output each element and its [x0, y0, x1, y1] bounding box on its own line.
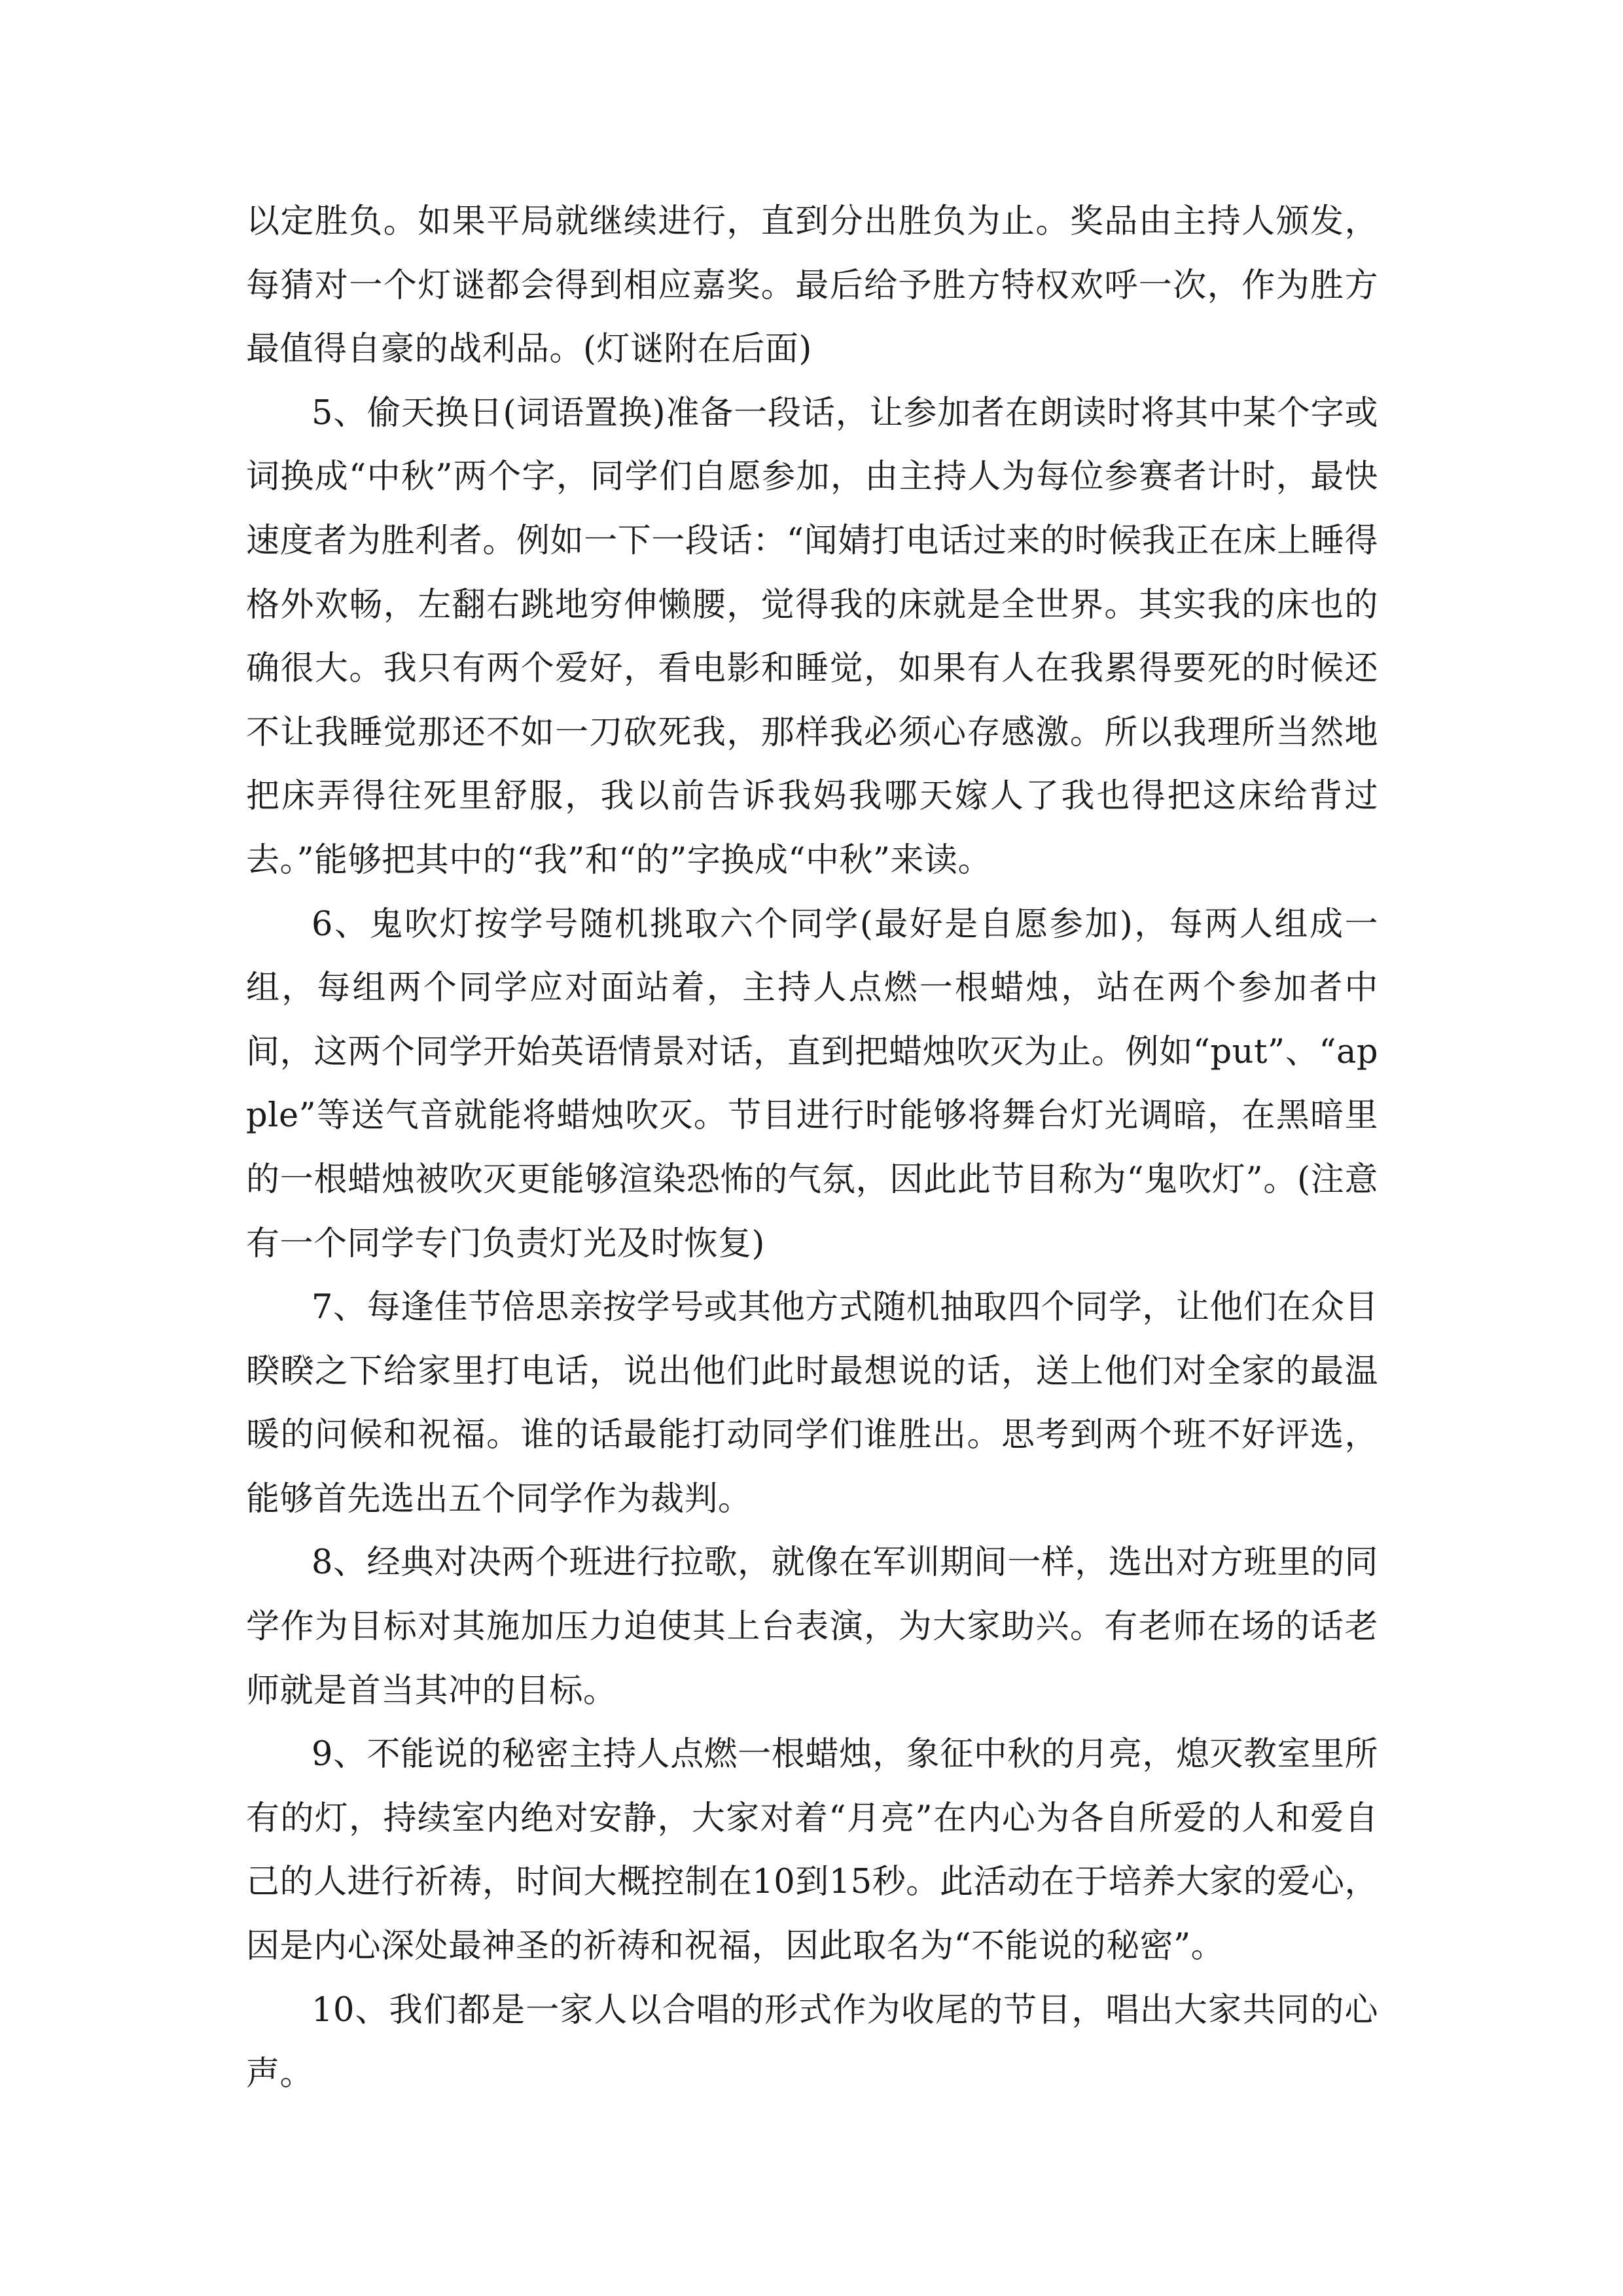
paragraph-item-7: 7、每逢佳节倍思亲按学号或其他方式随机抽取四个同学，让他们在众目睽睽之下给家里打电话，说出他们此时最想说的话，送上他们对全家的最温暖的问候和祝福。谁的话最能打动同学们谁胜出。思考到两个班不好评选，能够首先选出五个同学作为裁判。: [246, 1288, 1378, 1518]
paragraph-item-6: 6、鬼吹灯按学号随机挑取六个同学(最好是自愿参加)，每两人组成一组，每组两个同学应对面站着，主持人点燃一根蜡烛，站在两个参加者中间，这两个同学开始英语情景对话，直到把蜡烛吹灭为止。例如“put”、“apple”等送气音就能将蜡烛吹灭。节目进行时能够将舞台灯光调暗，在黑暗里的一根蜡烛被吹灭更能够渲染恐怖的气氛，因此此节目称为“鬼吹灯”。(注意有一个同学专门负责灯光及时恢复): [246, 905, 1378, 1263]
paragraph-continuation: 以定胜负。如果平局就继续进行，直到分出胜负为止。奖品由主持人颁发，每猜对一个灯谜都会得到相应嘉奖。最后给予胜方特权欢呼一次，作为胜方最值得自豪的战利品。(灯谜附在后面): [246, 202, 1378, 369]
paragraph-item-8: 8、经典对决两个班进行拉歌，就像在军训期间一样，选出对方班里的同学作为目标对其施加压力迫使其上台表演，为大家助兴。有老师在场的话老师就是首当其冲的目标。: [246, 1543, 1378, 1710]
document-body: [246, 190, 1378, 2106]
paragraph-item-10: 10、我们都是一家人以合唱的形式作为收尾的节目，唱出大家共同的心声。: [246, 1990, 1378, 2094]
paragraph-item-9: 9、不能说的秘密主持人点燃一根蜡烛，象征中秋的月亮，熄灭教室里所有的灯，持续室内绝对安静，大家对着“月亮”在内心为各自所爱的人和爱自己的人进行祈祷，时间大概控制在10到15秒。此活动在于培养大家的爱心，因是内心深处最神圣的祈祷和祝福，因此取名为“不能说的秘密”。: [246, 1735, 1378, 1966]
paragraph-item-5: 5、偷天换日(词语置换)准备一段话，让参加者在朗读时将其中某个字或词换成“中秋”两个字，同学们自愿参加，由主持人为每位参赛者计时，最快速度者为胜利者。例如一下一段话：“闻婧打电话过来的时候我正在床上睡得格外欢畅，左翻右跳地穷伸懒腰，觉得我的床就是全世界。其实我的床也的确很大。我只有两个爱好，看电影和睡觉，如果有人在我累得要死的时候还不让我睡觉那还不如一刀砍死我，那样我必须心存感激。所以我理所当然地把床弄得往死里舒服，我以前告诉我妈我哪天嫁人了我也得把这床给背过去。”能够把其中的“我”和“的”字换成“中秋”来读。: [246, 393, 1378, 880]
